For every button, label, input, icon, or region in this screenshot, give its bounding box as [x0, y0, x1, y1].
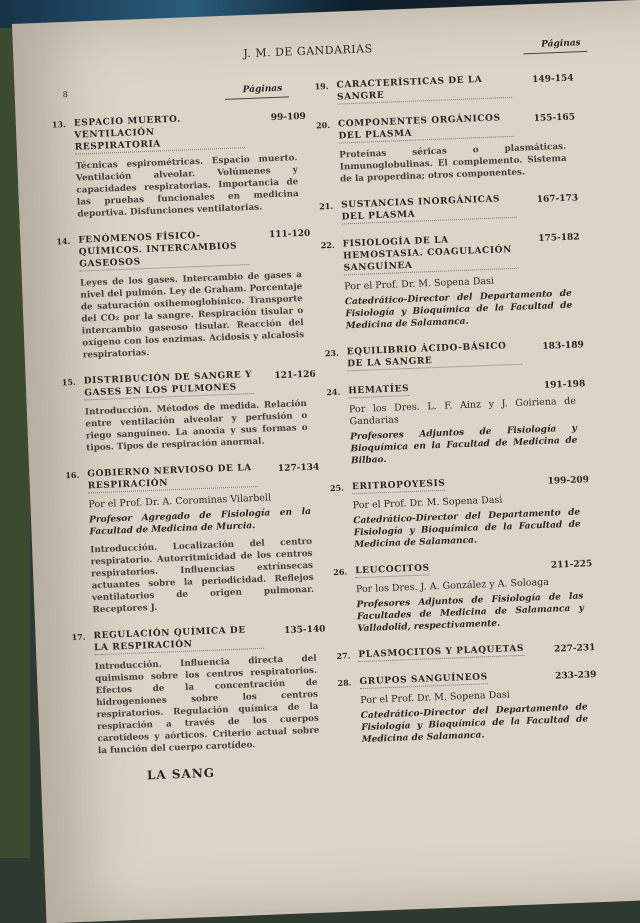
chapter-number: 15. — [61, 376, 76, 388]
page-range: 199-209 — [547, 475, 590, 487]
toc-entry-heading — [314, 71, 574, 106]
toc-entry-heading — [324, 337, 584, 372]
toc-entry-details — [88, 491, 314, 616]
chapter-title: SUSTANCIAS INORGÁNICAS DEL PLASMA — [341, 193, 517, 225]
chapter-number: 28. — [337, 677, 352, 688]
chapter-summary: Proteínas séricas o plasmáticas. Inmunoglobulinas. El complemento. Sistema de la properdina; otros componentes. — [339, 141, 567, 185]
page-range: 175-182 — [538, 232, 580, 244]
pages-label-left: Páginas — [225, 83, 289, 99]
toc-entry-heading — [320, 230, 580, 277]
chapter-number: 21. — [319, 200, 334, 212]
toc-entry — [62, 367, 315, 456]
page-range: 111-120 — [268, 228, 311, 241]
toc-entry — [324, 337, 584, 372]
page-range: 167-173 — [536, 193, 579, 205]
page-number: 8 — [62, 89, 69, 100]
toc-entry — [71, 622, 326, 759]
author-affiliation: Catedrático-Director del Departamento de Fisiología y Bioquímica de la Facultad de Medicina de Salamanca. — [353, 507, 581, 551]
toc-entry — [314, 71, 574, 106]
page-range: 121-126 — [274, 369, 316, 382]
toc-entry-heading — [315, 110, 576, 145]
toc-entry-heading — [336, 640, 596, 663]
chapter-author: Por los Dres. L. F. Ainz y J. Goiriena de Gandarias — [348, 395, 577, 428]
document-page — [12, 0, 640, 923]
chapter-author: Por el Prof. Dr. M. Sopena Dasi — [344, 275, 495, 293]
chapter-title: PLASMOCITOS Y PLAQUETAS — [358, 643, 525, 661]
chapter-number: 24. — [326, 386, 341, 398]
toc-entry — [56, 226, 311, 363]
chapter-title: DISTRIBUCIÓN DE SANGRE Y GASES EN LOS PULMONES — [84, 369, 255, 401]
chapter-summary: Introducción. Localización del centro respiratorio. Autorritmicidad de los centros respiratorios. Influencias extrínsecas actuantes sobre la periodicidad. Reflejos ventilatorios de origen pulmonar. Receptores J. — [90, 536, 315, 616]
chapter-title: FENÓMENOS FÍSICO-QUÍMICOS. INTERCAMBIOS GASEOSOS — [78, 228, 249, 271]
chapter-title: GOBIERNO NERVIOSO DE LA RESPIRACIÓN — [87, 462, 258, 494]
chapter-number: 14. — [56, 235, 71, 247]
toc-entry-heading — [56, 226, 311, 273]
toc-entry-details — [344, 273, 573, 333]
page-range: 227-231 — [553, 643, 596, 655]
chapter-title: REGULACIÓN QUÍMICA DE LA RESPIRACIÓN — [93, 624, 264, 656]
chapter-title: ESPACIO MUERTO. VENTILACIÓN RESPIRATORIA — [74, 111, 245, 154]
toc-entry-heading — [51, 109, 306, 156]
chapter-title: HEMATÍES — [348, 384, 410, 397]
toc-entry-heading — [319, 191, 579, 226]
chapter-author: Por los Dres. J. A. González y A. Soloaga — [355, 576, 550, 596]
toc-entry-heading — [329, 472, 590, 495]
page-range: 191-198 — [543, 379, 586, 391]
toc-entry-details — [353, 492, 582, 552]
page-range: 127-134 — [277, 462, 320, 475]
toc-entry-details — [75, 152, 299, 220]
toc-entry — [336, 640, 596, 663]
toc-entry-details — [360, 686, 589, 746]
page-range: 155-165 — [533, 112, 576, 125]
chapter-summary: Técnicas espirométricas. Espacio muerto. Ventilación alveolar. Volúmenes y capacidades respiratorias. Importancia de las pruebas funcionales en medicina deportiva. Disfunciones ventilatorias. — [75, 153, 299, 220]
toc-entry-details — [356, 576, 585, 636]
toc-entry-details — [80, 269, 305, 361]
chapter-number: 19. — [314, 80, 329, 92]
toc-column-left — [52, 109, 327, 784]
chapter-number: 17. — [71, 631, 86, 643]
chapter-number: 16. — [65, 469, 80, 481]
page-range: 233-239 — [554, 670, 597, 682]
toc-entry-heading — [333, 556, 593, 579]
toc-entry-heading — [61, 367, 316, 402]
chapter-title: LEUCOCITOS — [355, 563, 430, 577]
author-affiliation: Profesores Adjuntos de Fisiología de las Facultades de Medicina de Salamanca y Valladolid, respectivamente. — [356, 591, 585, 635]
toc-entry — [333, 556, 593, 636]
chapter-summary: Leyes de los gases. Intercambio de gases a nivel del pulmón. Ley de Graham. Porcentaje de saturación oxihemoglobínico. Transporte del CO₂ por la sangre. Respiración tisular o intercambio gaseoso tisular. Reacción del oxígeno con los enzimas. Acidosis y alcalosis respiratorias. — [79, 270, 305, 361]
chapter-number: 23. — [324, 347, 339, 359]
toc-entry-details — [95, 653, 321, 757]
toc-entry — [319, 191, 579, 226]
chapter-author: Por el Prof. Dr. M. Sopena Dasi — [360, 689, 511, 707]
toc-entry — [65, 460, 320, 617]
toc-entry — [329, 472, 590, 552]
page-range: 99-109 — [270, 111, 306, 124]
next-section-heading: LA SANG — [146, 765, 216, 783]
toc-entry — [52, 109, 306, 222]
chapter-number: 20. — [315, 119, 331, 131]
chapter-title: CARACTERÍSTICAS DE LA SANGRE — [336, 73, 512, 105]
author-affiliation: Profesores Adjuntos de Fisiología y Bioquímica en la Facultad de Medicina de Bilbao. — [349, 423, 578, 467]
author-affiliation: Profesor Agregado de Fisiología en la Facultad de Medicina de Murcia. — [88, 506, 312, 538]
page-range: 211-225 — [550, 559, 593, 571]
toc-entry — [337, 667, 597, 747]
page-range: 135-140 — [283, 624, 326, 636]
chapter-number: 26. — [333, 566, 348, 578]
chapter-author: Por el Prof. Dr. M. Sopena Dasi — [352, 494, 503, 512]
chapter-summary: Introducción. Influencia directa del quimismo sobre los centros respiratorios. Efectos de la concentración de hidrogeniones sobre los centros respiratorios. Regulación química de la respiración a través de los cuerpos carotídeos y aórticos. Criterio actual sobre la función del cuerpo carotídeo. — [94, 653, 320, 757]
pages-label-right: Páginas — [523, 38, 587, 54]
toc-column-right — [314, 71, 595, 761]
toc-entry-details — [349, 396, 578, 468]
toc-entry-heading — [65, 460, 320, 495]
chapter-number: 13. — [51, 119, 66, 130]
author-affiliation: Catedrático-Director del Departamento de Fisiología y Bioquímica de la Facultad de Medicina de Salamanca. — [360, 702, 589, 746]
chapter-author: Por el Prof. Dr. A. Corominas Vilarbell — [88, 492, 272, 511]
chapter-title: EQUILIBRIO ÁCIDO-BÁSICO DE LA SANGRE — [347, 340, 523, 372]
chapter-title: ERITROPOYESIS — [351, 478, 446, 493]
chapter-number: 27. — [336, 650, 351, 662]
chapter-number: 22. — [320, 239, 335, 251]
author-affiliation: Catedrático-Director del Departamento de Fisiología y Bioquímica de la Facultad de Medicina de Salamanca. — [344, 288, 573, 332]
toc-entry-details — [339, 141, 567, 186]
toc-entry-heading — [337, 667, 597, 690]
chapter-summary: Introducción. Métodos de medida. Relación entre ventilación alveolar y perfusión o riego sanguíneo. La anoxia y sus formas o tipos. Tipos de respiración anormal. — [84, 398, 308, 454]
chapter-number: 25. — [329, 482, 345, 494]
page-range: 149-154 — [532, 73, 574, 86]
chapter-title: FISIOLOGÍA DE LA HEMOSTASIA. COAGULACIÓN SANGUÍNEA — [342, 232, 518, 276]
page-range: 183-189 — [542, 340, 584, 352]
toc-entry — [315, 110, 576, 187]
chapter-title: COMPONENTES ORGÁNICOS DEL PLASMA — [338, 112, 514, 144]
toc-entry — [320, 230, 578, 334]
toc-entry — [326, 376, 584, 468]
chapter-title: GRUPOS SANGUÍNEOS — [359, 672, 488, 688]
toc-entry-heading — [326, 376, 586, 399]
running-head: J. M. DE GANDARIAS — [243, 42, 373, 61]
toc-entry-heading — [71, 622, 326, 657]
toc-entry-details — [85, 398, 309, 454]
